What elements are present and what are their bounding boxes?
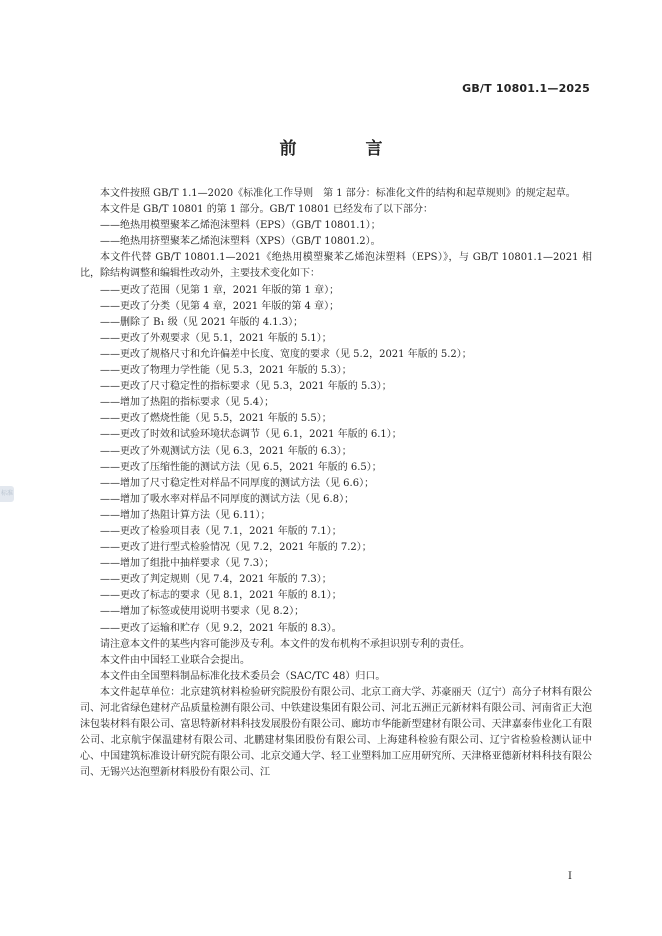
change-item: ——更改了标志的要求（见 8.1，2021 年版的 8.1）； [100,590,342,602]
list-item-part2: ——绝热用挤塑聚苯乙烯泡沫塑料（XPS）（GB/T 10801.2）。 [100,236,381,248]
paragraph-managed-by: 本文件由全国塑料制品标准化技术委员会（SAC/TC 48）归口。 [100,670,386,682]
standard-number: GB/T 10801.1—2025 [462,82,590,95]
change-item: ——增加了尺寸稳定性对样品不同厚度的测试方法（见 6.6）； [100,477,375,489]
change-item: ——更改了运输和贮存（见 9.2，2021 年版的 8.3）。 [100,622,342,634]
change-item: ——更改了判定规则（见 7.4，2021 年版的 7.3）； [100,574,332,586]
change-item: ——更改了外观测试方法（见 6.3，2021 年版的 6.3）； [100,445,352,457]
change-item: ——更改了检验项目表（见 7.1，2021 年版的 7.1）； [100,525,342,537]
paragraph-patent-notice: 请注意本文件的某些内容可能涉及专利。本文件的发布机构不承担识别专利的责任。 [100,638,470,650]
page-title: 前 言 [279,139,409,159]
side-watermark: 标准 [0,486,14,502]
changes-list [80,283,592,637]
change-item: ——删除了 B₁ 级（见 2021 年版的 4.1.3）； [100,316,304,328]
paragraph-proposed-by: 本文件由中国轻工业联合会提出。 [100,654,250,666]
change-item: ——更改了燃烧性能（见 5.5，2021 年版的 5.5）； [100,413,332,425]
page-number: I [568,871,572,882]
paragraph-drafting-rules: 本文件按照 GB/T 1.1—2020《标准化工作导则 第 1 部分：标准化文件的结构和起草规则》的规定起草。 [100,188,576,199]
paragraph-drafting-units: 本文件起草单位：北京建筑材料检验研究院股份有限公司、北京工商大学、苏豪丽天（辽宁）高分子材料有限公司、河北省绿色建材产品质量检测有限公司、中铁建设集团有限公司、河北五洲正元新材料有限公司、河南省正大泡沫包装材料有限公司、富思特新材料科技发展股份有限公司、廊坊市华能新型建材有限公司、天津嘉泰伟业化工有限公司、北京航宇保温建材有限公司、北鹏建材集团股份有限公司、上海建科检验有限公司、辽宁省检验检测认证中心、中国建筑标准设计研究院有限公司、北京交通大学、轻工业塑料加工应用研究所、天津格亚德新材料科技有限公司、无锡兴达泡塑新材料股份有限公司、江 [80,686,592,779]
change-item: ——更改了时效和试验环境状态调节（见 6.1，2021 年版的 6.1）； [100,429,402,441]
paragraph-replaces: 本文件代替 GB/T 10801.1—2021《绝热用模塑聚苯乙烯泡沫塑料（EPS）》，与 GB/T 10801.1—2021 相比，除结构调整和编辑性改动外，主要技术变化如下： [80,252,592,280]
change-item: ——更改了外观要求（见 5.1，2021 年版的 5.1）； [100,332,332,344]
change-item: ——增加了标签或使用说明书要求（见 8.2）； [100,606,305,618]
change-item: ——更改了物理力学性能（见 5.3，2021 年版的 5.3）； [100,365,352,377]
change-item: ——更改了压缩性能的测试方法（见 6.5，2021 年版的 6.5）； [100,461,382,473]
change-item: ——增加了吸水率对样品不同厚度的测试方法（见 6.8）； [100,493,355,505]
change-item: ——更改了范围（见第 1 章，2021 年版的第 1 章）； [100,284,340,296]
change-item: ——增加了组批中抽样要求（见 7.3）； [100,558,275,570]
change-item: ——更改了尺寸稳定性的指标要求（见 5.3，2021 年版的 5.3）； [100,381,392,393]
change-item: ——增加了热阻计算方法（见 6.11）； [100,509,271,521]
change-item: ——更改了规格尺寸和允许偏差中长度、宽度的要求（见 5.2，2021 年版的 5.2）； [100,348,472,360]
paragraph-part-info: 本文件是 GB/T 10801 的第 1 部分。GB/T 10801 已经发布了以下部分： [100,204,433,216]
change-item: ——更改了分类（见第 4 章，2021 年版的第 4 章）； [100,300,340,312]
change-item: ——增加了热阻的指标要求（见 5.4）； [100,397,275,409]
foreword-body [80,186,592,781]
list-item-part1: ——绝热用模塑聚苯乙烯泡沫塑料（EPS）（GB/T 10801.1）； [100,220,381,232]
change-item: ——更改了进行型式检验情况（见 7.2，2021 年版的 7.2）； [100,542,372,554]
